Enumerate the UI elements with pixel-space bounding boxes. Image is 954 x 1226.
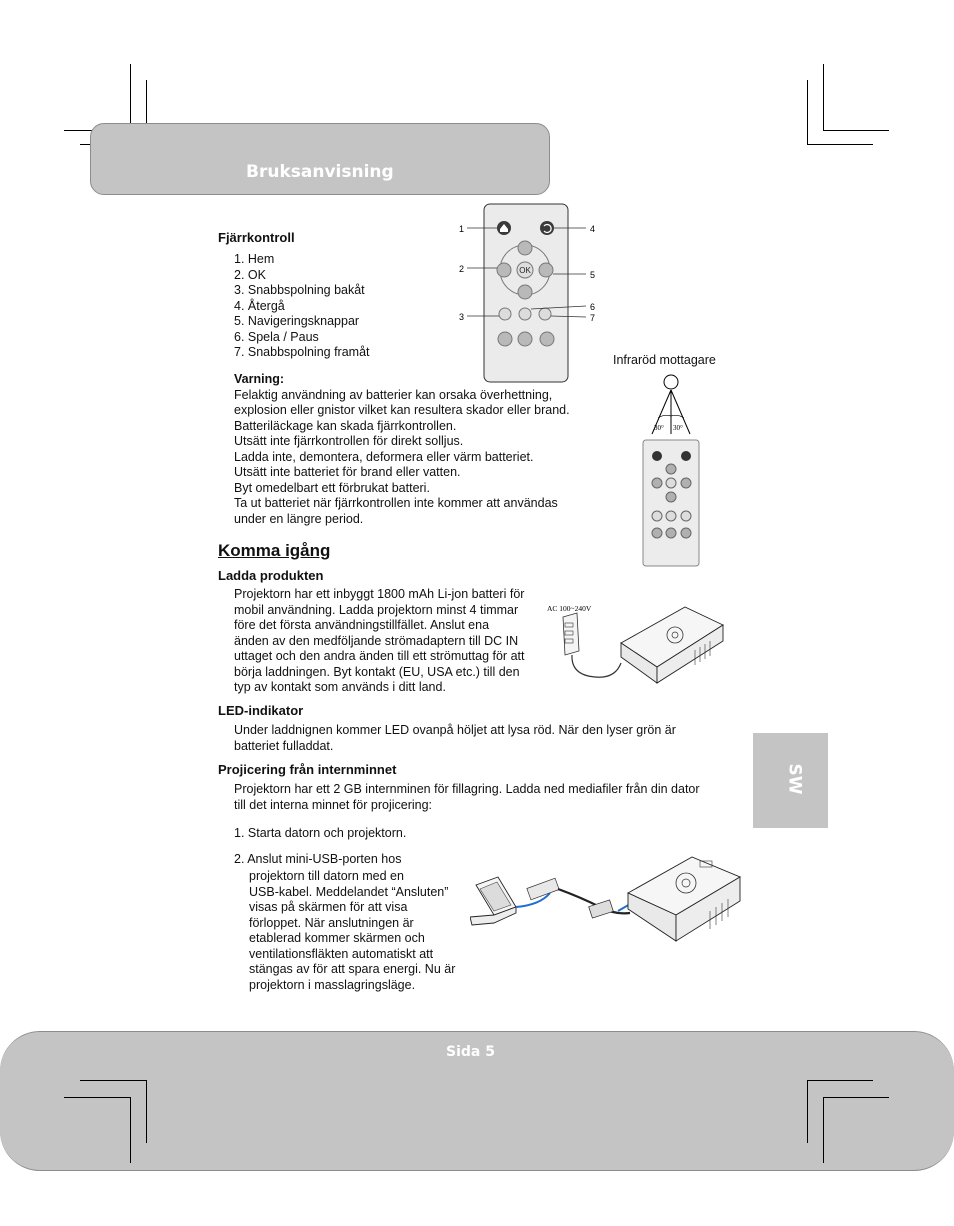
text-line: till det interna minnet för projicering:	[234, 797, 433, 812]
warning-line: Byt omedelbart ett förbrukat batteri.	[234, 480, 430, 495]
warning-line: Batteriläckage kan skada fjärrkontrollen.	[234, 418, 457, 433]
ir-receiver-icon	[664, 375, 678, 389]
crop-mark	[823, 1097, 889, 1098]
back-button-icon	[681, 451, 691, 461]
text-line: ventilationsfläkten automatiskt att	[249, 946, 434, 961]
crop-mark	[80, 1080, 146, 1081]
callout-2: 2	[459, 264, 465, 274]
callout-5: 5	[590, 270, 596, 280]
adapter-label: AC 100~240V	[547, 604, 592, 613]
text-line: visas på skärmen för att visa	[249, 900, 408, 914]
warning-line: explosion eller gnistor vilket kan resultera skador eller brand.	[234, 403, 570, 417]
warning-line: under en längre period.	[234, 511, 364, 526]
crop-mark	[130, 1097, 131, 1163]
mute-icon	[518, 332, 532, 346]
step-2	[234, 852, 401, 868]
text-line: uttaget och den andra änden till ett strömuttag för att	[234, 649, 525, 663]
crop-mark	[146, 1080, 147, 1143]
text-line: typ av kontakt som används i ditt land.	[234, 680, 446, 694]
crop-mark	[823, 130, 889, 131]
nav-left-icon	[497, 263, 511, 277]
warning-heading: Varning:	[234, 372, 285, 386]
list-item: 6. Spela / Paus	[234, 329, 319, 344]
crop-mark	[823, 64, 824, 130]
list-item: 1. Hem	[234, 252, 275, 266]
text-line: projektorn till datorn med en	[249, 869, 404, 883]
charge-text	[234, 587, 524, 696]
callout-4: 4	[590, 224, 596, 234]
warning-line: Utsätt inte fjärrkontrollen för direkt solljus.	[234, 434, 464, 448]
header-tab	[90, 123, 550, 195]
page-number: Sida 5	[446, 1044, 495, 1060]
power-adapter-icon	[563, 613, 579, 655]
text-line: 2. Anslut mini-USB-porten hos	[234, 852, 402, 866]
text-line: stängas av för att spara energi. Nu är	[249, 962, 456, 976]
angle-right: 30°	[673, 424, 683, 432]
text-line: Under laddnignen kommer LED ovanpå höljet att lysa röd. När den lyser grön är	[234, 723, 676, 737]
remote-heading: Fjärrkontroll	[218, 230, 295, 245]
ir-diagram	[630, 370, 710, 570]
crop-mark	[807, 1080, 873, 1081]
callout-6: 6	[590, 302, 596, 312]
text-line: börja laddningen. Byt kontakt (EU, USA etc.) till den	[234, 664, 520, 679]
crop-mark	[807, 144, 873, 145]
warning-line: Ta ut batteriet när fjärrkontrollen inte kommer att användas	[234, 496, 558, 510]
warning-block	[234, 372, 570, 527]
text-line: före det första användningstillfället. Anslut ena	[234, 618, 490, 632]
text-line: etablerad kommer skärmen och	[249, 931, 425, 945]
warning-line: Utsätt inte batteriet för brand eller vatten.	[234, 465, 461, 479]
remote-item-list	[234, 252, 370, 361]
angle-left: 30°	[654, 424, 664, 432]
nav-right-icon	[539, 263, 553, 277]
section-title: Komma igång	[218, 541, 331, 560]
internal-heading: Projicering från internminnet	[218, 762, 397, 777]
step-1: 1. Starta datorn och projektorn.	[234, 826, 407, 840]
crop-mark	[807, 1080, 808, 1143]
crop-mark	[807, 80, 808, 144]
header-title: Bruksanvisning	[246, 162, 394, 182]
warning-line: Felaktig användning av batterier kan orsaka överhettning,	[234, 387, 553, 402]
rewind-icon	[499, 308, 511, 320]
callout-3: 3	[459, 312, 465, 322]
list-item: 5. Navigeringsknappar	[234, 314, 360, 328]
language-tab-label: SW	[784, 763, 805, 795]
volume-down-icon	[498, 332, 512, 346]
text-line: projektorn i masslagringsläge.	[249, 977, 416, 992]
led-text	[234, 723, 676, 754]
text-line: mobil användning. Ladda projektorn minst 4 timmar	[234, 602, 519, 617]
remote-small-body	[643, 440, 699, 566]
crop-mark	[64, 1097, 130, 1098]
text-line: Projektorn har ett 2 GB internminen för fillagring. Ladda ned mediafiler från din dator	[234, 782, 700, 796]
usb-connection-illustration	[470, 845, 745, 950]
crop-mark	[823, 1097, 824, 1163]
ir-label: Infraröd mottagare	[613, 353, 716, 367]
home-button-icon	[652, 451, 662, 461]
nav-down-icon	[518, 285, 532, 299]
text-line: Projektorn har ett inbyggt 1800 mAh Li-jon batteri för	[234, 587, 525, 601]
callout-1: 1	[459, 224, 465, 234]
remote-diagram	[450, 200, 610, 385]
list-item: 2. OK	[234, 267, 266, 282]
internal-text	[234, 782, 700, 813]
language-tab	[753, 733, 828, 828]
list-item: 3. Snabbspolning bakåt	[234, 283, 365, 297]
step-2-body	[249, 869, 455, 993]
warning-line: Ladda inte, demontera, deformera eller värm batteriet.	[234, 449, 534, 464]
charge-heading: Ladda produkten	[218, 568, 324, 583]
text-line: batteriet fulladdat.	[234, 738, 334, 753]
callout-7: 7	[590, 313, 596, 323]
fast-forward-icon	[539, 308, 551, 320]
play-pause-icon	[519, 308, 531, 320]
ok-label: OK	[519, 266, 531, 275]
list-item: 7. Snabbspolning framåt	[234, 345, 370, 359]
charging-illustration	[545, 595, 725, 695]
nav-up-icon	[518, 241, 532, 255]
list-item: 4. Återgå	[234, 298, 285, 313]
volume-up-icon	[540, 332, 554, 346]
text-line: USB-kabel. Meddelandet “Ansluten”	[249, 884, 449, 899]
text-line: änden av den medföljande strömadaptern till DC IN	[234, 633, 519, 648]
text-line: förloppet. När anslutningen är	[249, 915, 414, 930]
footer-band	[0, 1031, 954, 1171]
led-heading: LED-indikator	[218, 703, 304, 718]
